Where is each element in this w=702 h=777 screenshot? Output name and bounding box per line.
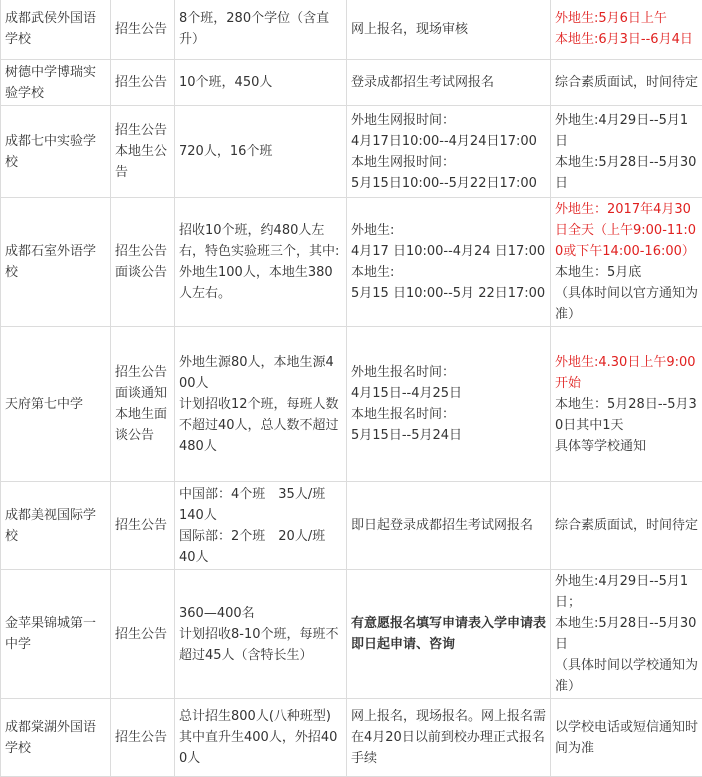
table-row bbox=[1, 60, 702, 106]
school-name-cell bbox=[1, 60, 111, 106]
exam-time-cell bbox=[551, 60, 702, 106]
exam-time-text: 本地生:5月28日--5月30日 bbox=[555, 613, 698, 655]
exam-time-cell bbox=[551, 106, 702, 198]
enrollment-plan-cell bbox=[175, 482, 347, 570]
table-row bbox=[1, 106, 702, 198]
registration-text: 外地生网报时间： bbox=[351, 110, 546, 131]
registration-cell bbox=[347, 198, 551, 327]
enrollment-plan-cell bbox=[175, 106, 347, 198]
registration-text: 网上报名，现场审核 bbox=[351, 19, 546, 40]
enrollment-plan-text: 360—400名 bbox=[179, 603, 342, 624]
exam-time-text: （具体时间以官方通知为准） bbox=[555, 283, 698, 325]
registration-text: 5月15 日10:00--5月 22日17:00 bbox=[351, 283, 546, 304]
notice-links-cell bbox=[111, 106, 175, 198]
school-name: 成都棠湖外国语学校 bbox=[5, 717, 106, 759]
notice-link[interactable]: 本地生面谈公告 bbox=[115, 404, 170, 446]
enrollment-plan-text: 8个班，280个学位（含直升） bbox=[179, 8, 342, 50]
enrollment-plan-text: 总计招生800人(八种班型)其中直升生400人，外招400人 bbox=[179, 706, 342, 769]
registration-text: 网上报名，现场报名。网上报名需在4月20日以前到校办理正式报名手续 bbox=[351, 706, 546, 769]
enrollment-plan-text: 国际部：2个班 20人/班 40人 bbox=[179, 526, 342, 568]
enrollment-plan-text: 招收10个班，约480人左右，特色实验班三个，其中:外地生100人，本地生380人左右。 bbox=[179, 220, 342, 304]
exam-time-cell bbox=[551, 570, 702, 699]
exam-time-cell bbox=[551, 327, 702, 482]
registration-cell bbox=[347, 482, 551, 570]
exam-time-text: 具体等学校通知 bbox=[555, 436, 698, 457]
registration-cell bbox=[347, 699, 551, 777]
exam-time-text: 以学校电话或短信通知时间为准 bbox=[555, 717, 698, 759]
notice-links-cell bbox=[111, 570, 175, 699]
notice-link[interactable]: 本地生公告 bbox=[115, 141, 170, 183]
enrollment-plan-text: 中国部：4个班 35人/班 140人 bbox=[179, 484, 342, 526]
table-row bbox=[1, 699, 702, 777]
enrollment-plan-cell bbox=[175, 570, 347, 699]
notice-link[interactable]: 招生公告 bbox=[115, 515, 170, 536]
exam-time-text: 外地生:5月6日上午 bbox=[555, 8, 698, 29]
enrollment-plan-text: 外地生源80人，本地生源400人 bbox=[179, 352, 342, 394]
registration-text: 外地生报名时间： bbox=[351, 362, 546, 383]
exam-time-text: （具体时间以学校通知为准） bbox=[555, 655, 698, 697]
registration-text: 4月15日--4月25日 bbox=[351, 383, 546, 404]
enrollment-plan-cell bbox=[175, 699, 347, 777]
enrollment-plan-text: 10个班，450人 bbox=[179, 72, 342, 93]
registration-text: 5月15日10:00--5月22日17:00 bbox=[351, 173, 546, 194]
notice-links-cell bbox=[111, 60, 175, 106]
school-name-cell bbox=[1, 482, 111, 570]
notice-links-cell bbox=[111, 198, 175, 327]
registration-text: 5月15日--5月24日 bbox=[351, 425, 546, 446]
exam-time-text: 综合素质面试，时间待定 bbox=[555, 72, 698, 93]
enrollment-plan-cell bbox=[175, 60, 347, 106]
notice-links-cell bbox=[111, 327, 175, 482]
school-name-cell bbox=[1, 327, 111, 482]
table-row bbox=[1, 198, 702, 327]
registration-text: 本地生报名时间： bbox=[351, 404, 546, 425]
exam-time-text: 本地生:6月3日--6月4日 bbox=[555, 29, 698, 50]
table-row bbox=[1, 482, 702, 570]
registration-cell bbox=[347, 570, 551, 699]
registration-text: 本地生: bbox=[351, 262, 546, 283]
exam-time-cell bbox=[551, 198, 702, 327]
school-name: 成都七中实验学校 bbox=[5, 131, 106, 173]
registration-cell bbox=[347, 327, 551, 482]
exam-time-text: 外地生:4月29日--5月1日 bbox=[555, 110, 698, 152]
school-name-cell bbox=[1, 570, 111, 699]
notice-link[interactable]: 招生公告 bbox=[115, 727, 170, 748]
enrollment-plan-cell bbox=[175, 327, 347, 482]
notice-links-cell bbox=[111, 482, 175, 570]
exam-time-text: 本地生：5月28日--5月30日其中1天 bbox=[555, 394, 698, 436]
enrollment-plan-text: 720人，16个班 bbox=[179, 141, 342, 162]
school-name-cell bbox=[1, 0, 111, 60]
school-name: 成都武侯外国语学校 bbox=[5, 8, 106, 50]
notice-links-cell bbox=[111, 699, 175, 777]
notice-link[interactable]: 招生公告 bbox=[115, 241, 170, 262]
school-name: 成都石室外语学校 bbox=[5, 241, 106, 283]
notice-link[interactable]: 招生公告 bbox=[115, 72, 170, 93]
notice-link[interactable]: 面谈公告 bbox=[115, 262, 170, 283]
enrollment-plan-text: 计划招收8-10个班，每班不超过45人（含特长生） bbox=[179, 624, 342, 666]
enrollment-plan-text: 计划招收12个班，每班人数不超过40人，总人数不超过480人 bbox=[179, 394, 342, 457]
exam-time-text: 本地生：5月底 bbox=[555, 262, 698, 283]
school-name-cell bbox=[1, 699, 111, 777]
registration-text: 即日起登录成都招生考试网报名 bbox=[351, 515, 546, 536]
school-name: 树德中学博瑞实验学校 bbox=[5, 62, 106, 104]
registration-text: 有意愿报名填写申请表入学申请表即日起申请、咨询 bbox=[351, 613, 546, 655]
school-name: 天府第七中学 bbox=[5, 394, 106, 415]
notice-link[interactable]: 招生公告 bbox=[115, 120, 170, 141]
exam-time-cell bbox=[551, 0, 702, 60]
enrollment-plan-cell bbox=[175, 0, 347, 60]
registration-text: 4月17日10:00--4月24日17:00 bbox=[351, 131, 546, 152]
exam-time-text: 外地生:4月29日--5月1日； bbox=[555, 571, 698, 613]
admissions-table-body bbox=[1, 0, 702, 777]
notice-link[interactable]: 招生公告 bbox=[115, 624, 170, 645]
school-name-cell bbox=[1, 198, 111, 327]
table-row bbox=[1, 327, 702, 482]
table-row bbox=[1, 0, 702, 60]
notice-link[interactable]: 面谈通知 bbox=[115, 383, 170, 404]
registration-text: 外地生: bbox=[351, 220, 546, 241]
exam-time-text: 外地生:4.30日上午9:00开始 bbox=[555, 352, 698, 394]
school-name: 金苹果锦城第一中学 bbox=[5, 613, 106, 655]
registration-text: 本地生网报时间： bbox=[351, 152, 546, 173]
registration-cell bbox=[347, 106, 551, 198]
exam-time-cell bbox=[551, 699, 702, 777]
registration-cell bbox=[347, 60, 551, 106]
exam-time-text: 外地生：2017年4月30日全天（上午9:00-11:00或下午14:00-16:00） bbox=[555, 199, 698, 262]
notice-link[interactable]: 招生公告 bbox=[115, 19, 170, 40]
exam-time-cell bbox=[551, 482, 702, 570]
enrollment-plan-cell bbox=[175, 198, 347, 327]
registration-cell bbox=[347, 0, 551, 60]
notice-links-cell bbox=[111, 0, 175, 60]
school-name-cell bbox=[1, 106, 111, 198]
registration-text: 登录成都招生考试网报名 bbox=[351, 72, 546, 93]
school-name: 成都美视国际学校 bbox=[5, 505, 106, 547]
notice-link[interactable]: 招生公告 bbox=[115, 362, 170, 383]
table-row bbox=[1, 570, 702, 699]
registration-text: 4月17 日10:00--4月24 日17:00 bbox=[351, 241, 546, 262]
exam-time-text: 本地生:5月28日--5月30日 bbox=[555, 152, 698, 194]
exam-time-text: 综合素质面试，时间待定 bbox=[555, 515, 698, 536]
